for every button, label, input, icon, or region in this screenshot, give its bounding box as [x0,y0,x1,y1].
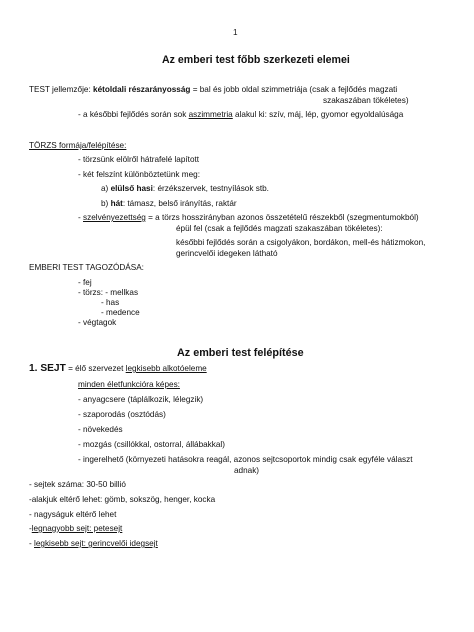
torzs-heading: TÖRZS formája/felépítése: [29,141,127,150]
segmentation-line [78,213,419,223]
item-b-prefix: b) [101,199,109,208]
segmentation-prefix: - [78,213,81,222]
item-b-term: hát [110,199,123,208]
asymmetry-line [78,110,403,120]
torzs-line-2: - két felszínt különböztetünk meg: [78,170,200,179]
sejt-list-item: - ingerelhető (környezeti hatásokra reagál, azonos sejtcsoportok mindig csak egyféle választ [78,455,413,464]
test-feature-label: TEST jellemzője: [29,85,91,94]
sejt-list-item: - növekedés [78,425,123,434]
segmentation-line-2: épül fel (csak a fejlődés magzati szakaszában tökéletes): [176,224,383,233]
test-feature-definition: = bal és jobb oldal szimmetriája (csak a fejlődés magzati [192,85,398,94]
sejt-shape: -alakjuk eltérő lehet: gömb, sokszög, henger, kocka [29,495,216,504]
test-feature-term: kétoldali részarányosság [93,85,191,94]
sejt-largest-line [29,524,122,534]
largest-prefix: - [29,524,32,533]
test-feature-definition-cont: szakaszában tökéletes) [323,96,409,105]
asymmetry-prefix: - a későbbi fejlődés során sok [78,110,187,119]
section-title: Az emberi test felépítése [177,347,304,359]
sejt-count: - sejtek száma: 30-50 billió [29,480,126,489]
sejt-def-prefix: = élő szervezet [68,364,124,373]
sejt-list-item: - szaporodás (osztódás) [78,410,166,419]
asymmetry-suffix: alakul ki: szív, máj, lép, gyomor egyoldalúsága [235,110,404,119]
sejt-largest: legnagyobb sejt: petesejt [31,524,123,533]
torzs-line-1: - törzsünk elölről hátrafelé lapított [78,155,200,164]
segmentation-line-4: gerincvelői idegeken látható [176,249,278,258]
sejt-def-term: legkisebb alkotóeleme [125,364,207,373]
tagozodas-has: - has [101,298,120,307]
sejt-list-item-cont: adnak) [234,466,260,475]
sejt-heading-line [29,364,207,374]
item-b-text: : támasz, belső irányítás, raktár [122,199,237,208]
sejt-list-item: - anyagcsere (táplálkozik, lélegzik) [78,395,204,404]
tagozodas-torzs: - törzs: - mellkas [78,288,139,297]
page-number: 1 [233,28,238,37]
segmentation-line-3: későbbi fejlődés során a csigolyákon, bordákon, mell-és hátizmokon, [176,238,426,247]
tagozodas-fej: - fej [78,278,92,287]
sejt-list-item: - mozgás (csillókkal, ostorral, állábakkal) [78,440,225,449]
asymmetry-term: aszimmetria [188,110,233,119]
sejt-heading: 1. SEJT [29,363,66,374]
tagozodas-heading: EMBERI TEST TAGOZÓDÁSA: [29,263,144,272]
segmentation-term: szelvényezettség [83,213,146,222]
test-feature-line [29,85,397,95]
item-a-term: elülső hasi [110,184,153,193]
smallest-prefix: - [29,539,32,548]
sejt-smallest-line [29,539,158,549]
torzs-item-b [101,199,237,209]
page-title: Az emberi test főbb szerkezeti elemei [162,54,350,66]
sejt-size: - nagyságuk eltérő lehet [29,510,117,519]
tagozodas-vegtagok: - végtagok [78,318,117,327]
torzs-item-a [101,184,269,194]
item-a-prefix: a) [101,184,109,193]
tagozodas-medence: - medence [101,308,140,317]
sejt-smallest: legkisebb sejt: gerincvelői idegsejt [34,539,158,548]
item-a-text: : érzékszervek, testnyílások stb. [152,184,269,193]
segmentation-definition: = a törzs hosszirányban azonos összetételű részekből (szegmentumokból) [148,213,419,222]
sejt-subheading: minden életfunkcióra képes: [78,380,180,389]
